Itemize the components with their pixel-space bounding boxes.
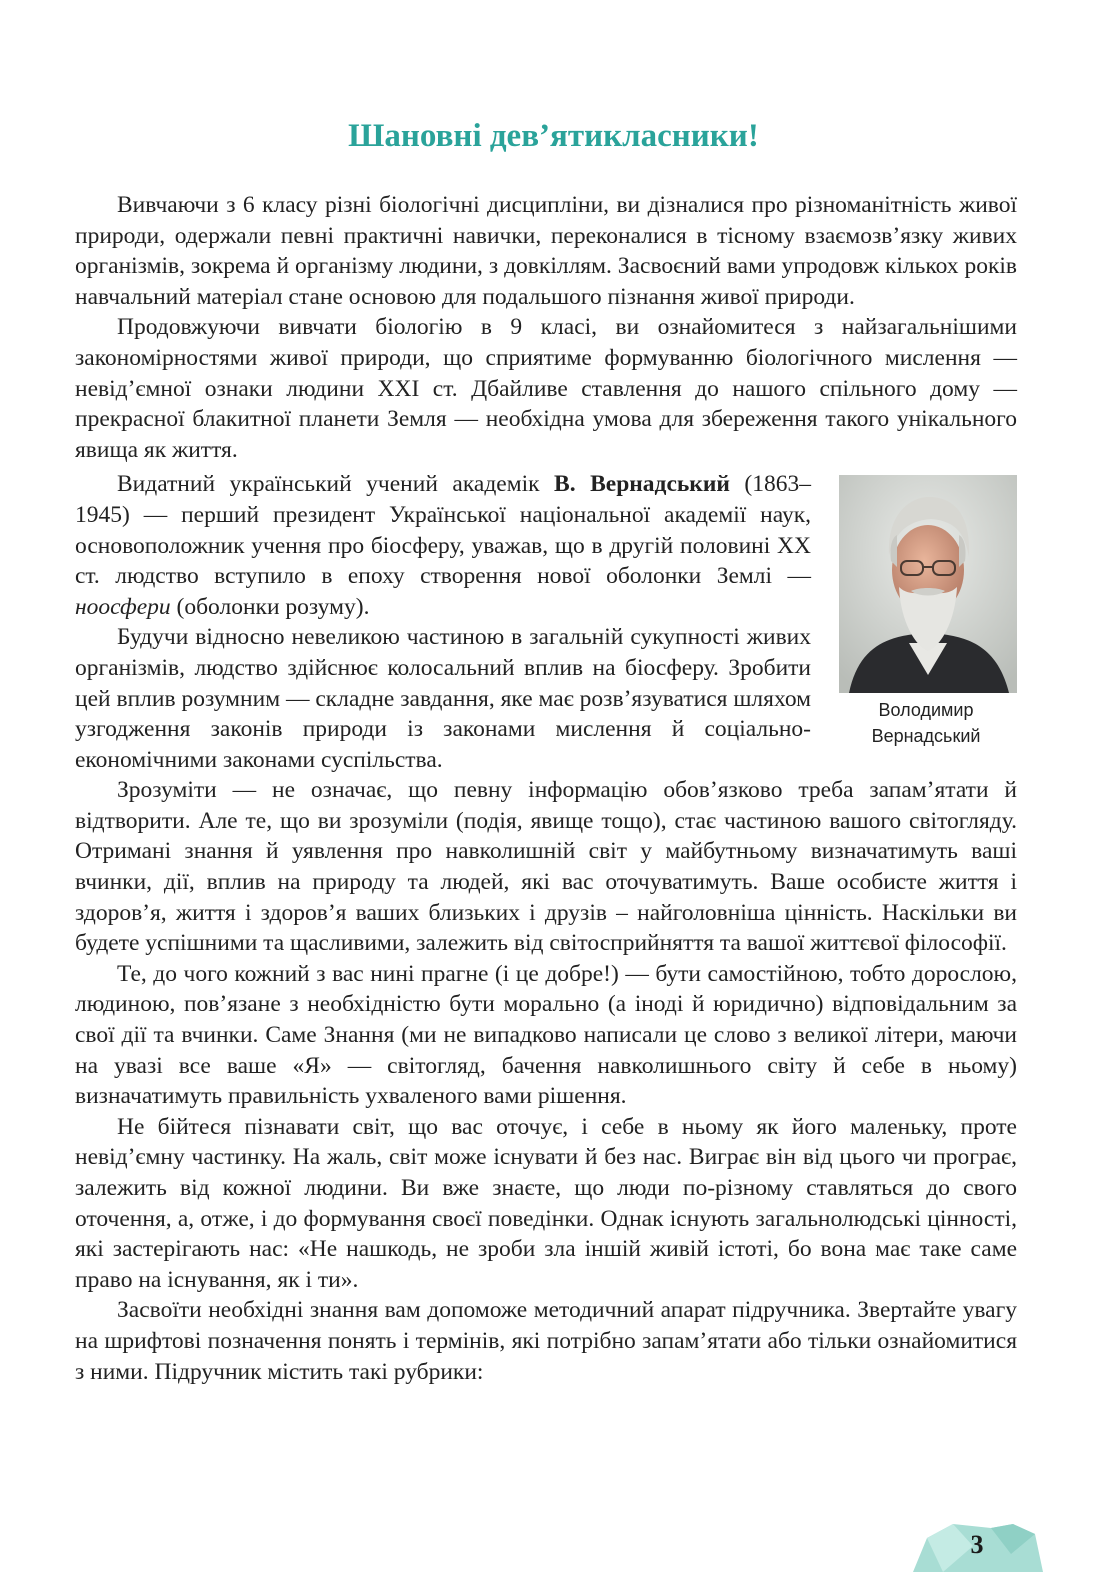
paragraph-3-end: (оболонки розуму). [170, 593, 370, 620]
portrait-figure [835, 475, 1017, 749]
caption-line-1: Володимир [878, 700, 974, 721]
paragraph-5: Зрозуміти — не означає, що певну інформацію обов’язково треба запам’ятати й відтворити. Але те, що ви зрозуміли (подія, явище тощо), стає частиною вашого світогляду. Отримані знання й уявлення про навколишній світ у майбутньому визначатимуть ваші вчинки, дії, вплив на природу та людей, які вас оточуватимуть. Ваше особисте життя і здоров’я, життя і здоров’я ваших близьких і друзів – найголовніша цінність. Наскільки ви будете успішними та щасливими, залежить від світосприйняття та вашої життєвої філософії. [75, 777, 1017, 957]
paragraph-1: Вивчаючи з 6 класу різні біологічні дисципліни, ви дізналися про різноманітність живої природи, одержали певні практичні навички, переконалися в тісному взаємозв’язку живих організмів, зокрема й організму людини, з довкіллям. Засвоєний вами упродовж кількох років навчальний матеріал стане основою для подальшого пізнання живої природи. [75, 192, 1017, 310]
paragraph-6: Те, до чого кожний з вас нині прагне (і це добре!) — бути самостійною, тобто дорослою, людиною, пов’язане з необхідністю бути морально (а іноді й юридично) відповідальним за свої дії та вчинки. Саме Знання (ми не випадково написали це слово з великої літери, маючи на увазі все ваше «Я» — світогляд, бачення навколишнього світу й себе в ньому) визначатимуть правильність ухваленого вами рішення. [75, 960, 1017, 1110]
noosphere-term: ноосфери [75, 593, 171, 620]
paragraph-7: Не бійтеся пізнавати світ, що вас оточує, і себе в ньому як його маленьку, проте невід’ємну частинку. На жаль, світ може існувати й без нас. Виграє він від цього чи програє, залежить від кожної людини. Ви вже знаєте, що люди по-різному ставляться до свого оточення, а, отже, і до формування своєї поведінки. Однак існують загальнолюдські цінності, які застерігають нас: «Не нашкодь, не зроби зла іншій живій істоті, бо вона має таке саме право на існування, як і ти». [75, 1113, 1017, 1293]
caption-line-2: Вернадський [871, 726, 981, 747]
body-text [75, 190, 1017, 1387]
vernadsky-name: В. Вернадський [554, 471, 730, 498]
portrait-image [839, 475, 1017, 693]
paragraph-3-start: Видатний український учений академік [117, 471, 555, 498]
paragraph-2: Продовжуючи вивчати біологію в 9 класі, ви ознайомитеся з найзагальнішими закономірностями живої природи, що сприятиме формуванню біологічного мислення — невід’ємної ознаки людини XXI ст. Дбайливе ставлення до нашого спільного дому — прекрасної блакитної планети Земля — необхідна умова для збереження такого унікального явища як життя. [75, 314, 1017, 463]
paragraph-3-mid: (1863–1945) — перший президент Української національної академії наук, основоположник учення про біосферу, уважав, що в другій половині XX ст. людство вступило в епоху створення нової оболонки Землі — [75, 471, 811, 590]
paragraph-4: Будучи відносно невеликою частиною в загальній сукупності живих організмів, людство здійснює колосальний вплив на біосферу. Зробити цей вплив розумним — складне завдання, яке має розв’язуватися шляхом узгодження законів природи із законами мислення й соціально-економічними законами суспільства. [75, 624, 811, 773]
page-title: Шановні дев’ятикласники! [348, 118, 759, 154]
page-number: 3 [970, 1530, 984, 1559]
portrait-caption [835, 697, 1017, 749]
paragraph-8: Засвоїти необхідні знання вам допоможе методичний апарат підручника. Звертайте увагу на шрифтові позначення понять і термінів, які потрібно запам’ятати або тільки ознайомитися з ними. Підручник містить такі рубрики: [75, 1297, 1017, 1385]
